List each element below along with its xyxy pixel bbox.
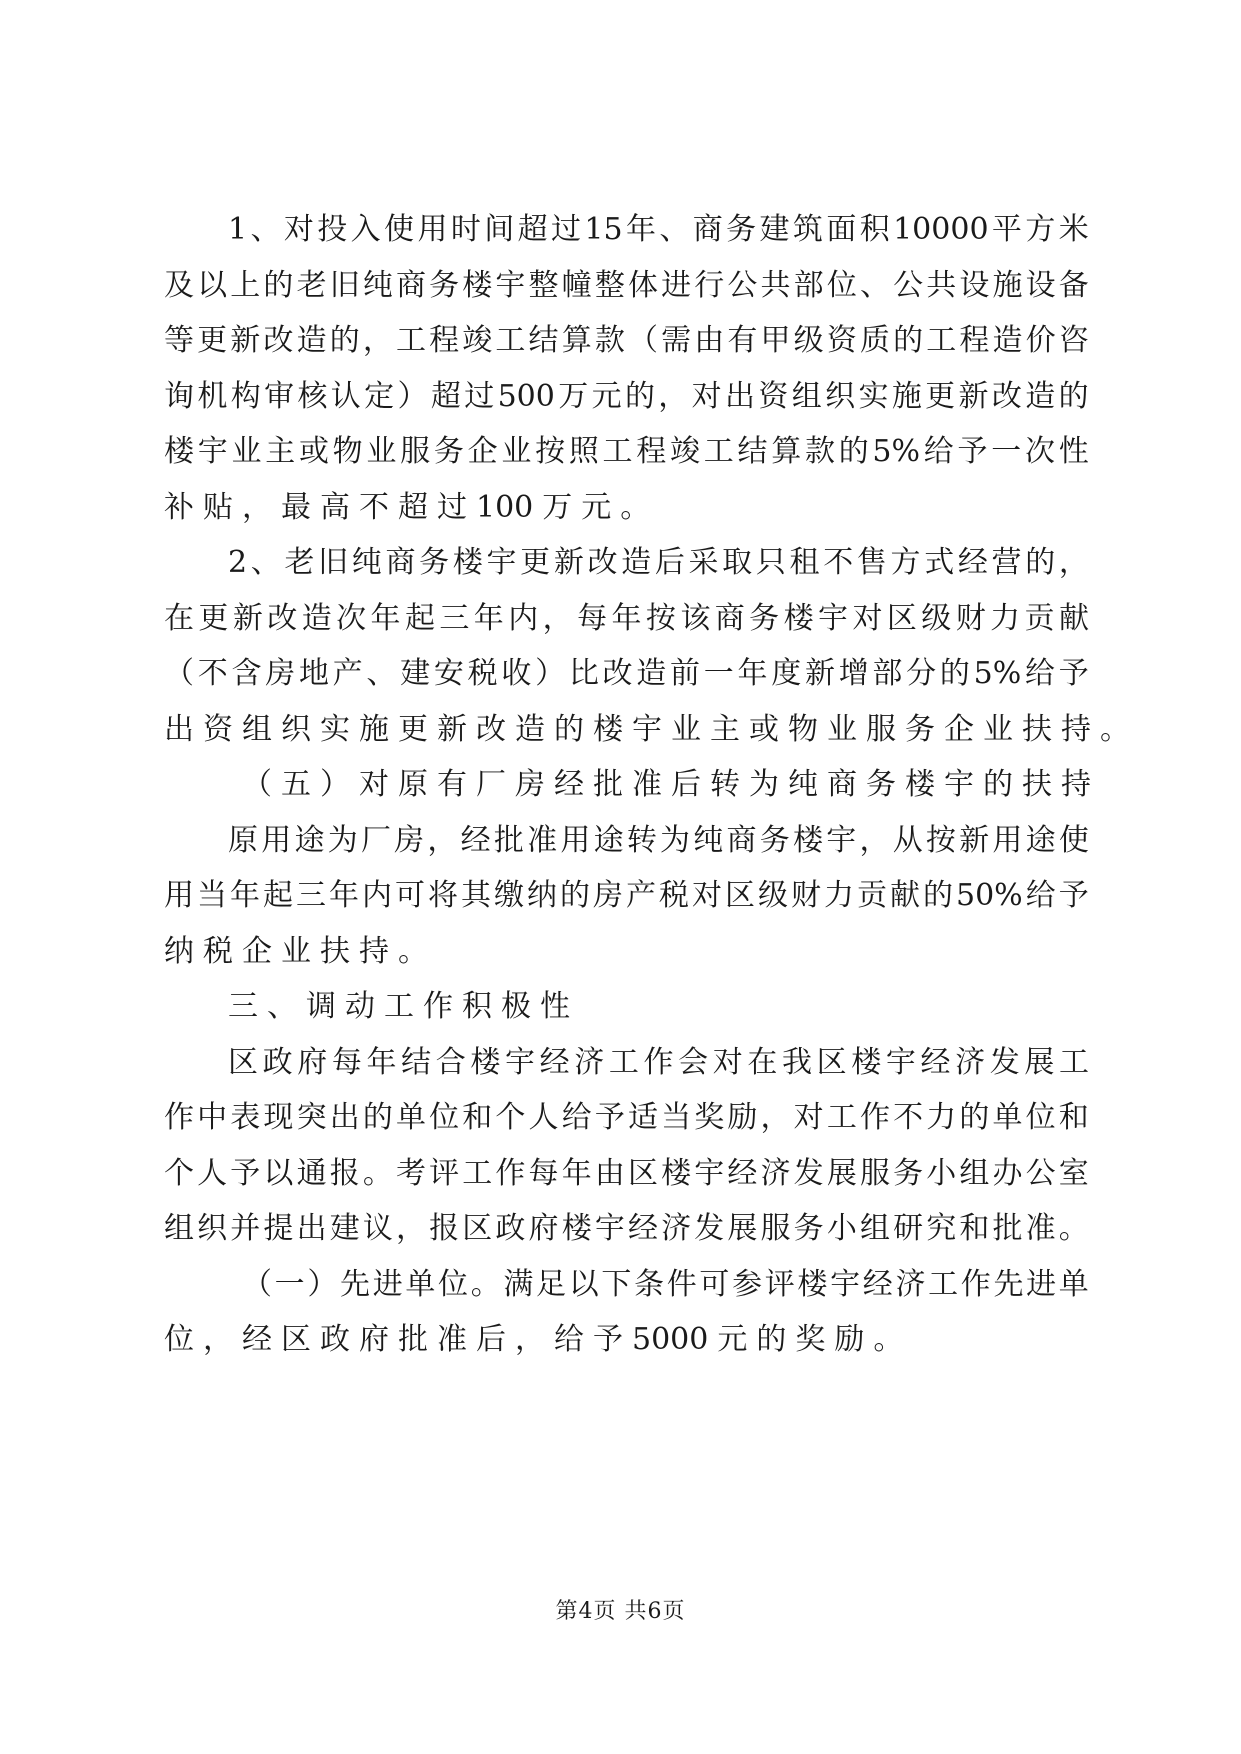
section-heading: （ 五 ） 对 原 有 厂 房 经 批 准 后 转 为 纯 商 务 楼 宇 的 扶 持 <box>242 767 1091 802</box>
text-line: 个 人 予 以 通 报 。 考 评 工 作 每 年 由 区 楼 宇 经 济 发 展 服 务 小 组 办 公 室 <box>164 1156 1089 1191</box>
text-line: （ 不 含 房 地 产 、 建 安 税 收 ） 比 改 造 前 一 年 度 新 增 部 分 的 5% 给 予 <box>164 656 1089 691</box>
text-line: 在 更 新 改 造 次 年 起 三 年 内 ， 每 年 按 该 商 务 楼 宇 对 区 级 财 力 贡 献 <box>164 601 1089 636</box>
text-line: 原 用 途 为 厂 房 ， 经 批 准 用 途 转 为 纯 商 务 楼 宇 ， 从 按 新 用 途 使 <box>228 823 1089 858</box>
text-line: 位 ， 经 区 政 府 批 准 后 ， 给 予 5000 元 的 奖 励 。 <box>164 1322 904 1357</box>
text-line: 补 贴 ， 最 高 不 超 过 100 万 元 。 <box>164 490 651 525</box>
text-line: 询 机 构 审 核 认 定 ） 超 过 500 万 元 的 ， 对 出 资 组 织 实 施 更 新 改 造 的 <box>164 379 1089 414</box>
text-line: 区 政 府 每 年 结 合 楼 宇 经 济 工 作 会 对 在 我 区 楼 宇 经 济 发 展 工 <box>228 1045 1089 1080</box>
text-line: 2 、 老 旧 纯 商 务 楼 宇 更 新 改 造 后 采 取 只 租 不 售 方 式 经 营 的 ， <box>228 545 1089 580</box>
text-line: （ 一 ） 先 进 单 位 。 满 足 以 下 条 件 可 参 评 楼 宇 经 济 工 作 先 进 单 <box>242 1267 1089 1302</box>
page-number-footer: 第4页 共6页 <box>555 1599 686 1624</box>
text-line: 组 织 并 提 出 建 议 ， 报 区 政 府 楼 宇 经 济 发 展 服 务 小 组 研 究 和 批 准 。 <box>164 1211 1089 1246</box>
text-line: 用 当 年 起 三 年 内 可 将 其 缴 纳 的 房 产 税 对 区 级 财 力 贡 献 的 50% 给 予 <box>164 878 1089 913</box>
text-line: 楼 宇 业 主 或 物 业 服 务 企 业 按 照 工 程 竣 工 结 算 款 的 5% 给 予 一 次 性 <box>164 434 1089 469</box>
text-line: 作 中 表 现 突 出 的 单 位 和 个 人 给 予 适 当 奖 励 ， 对 工 作 不 力 的 单 位 和 <box>164 1100 1089 1135</box>
text-line: 出 资 组 织 实 施 更 新 改 造 的 楼 宇 业 主 或 物 业 服 务 企 业 扶 持 。 <box>164 712 1130 747</box>
text-line: 纳 税 企 业 扶 持 。 <box>164 934 428 969</box>
text-line: 及 以 上 的 老 旧 纯 商 务 楼 宇 整 幢 整 体 进 行 公 共 部 位 、 公 共 设 施 设 备 <box>164 268 1089 303</box>
section-heading: 三 、 调 动 工 作 积 极 性 <box>228 989 570 1024</box>
text-line: 等 更 新 改 造 的 ， 工 程 竣 工 结 算 款 （ 需 由 有 甲 级 资 质 的 工 程 造 价 咨 <box>164 323 1089 358</box>
text-line: 1 、 对 投 入 使 用 时 间 超 过 15 年 、 商 务 建 筑 面 积 10000 平 方 米 <box>228 212 1089 247</box>
